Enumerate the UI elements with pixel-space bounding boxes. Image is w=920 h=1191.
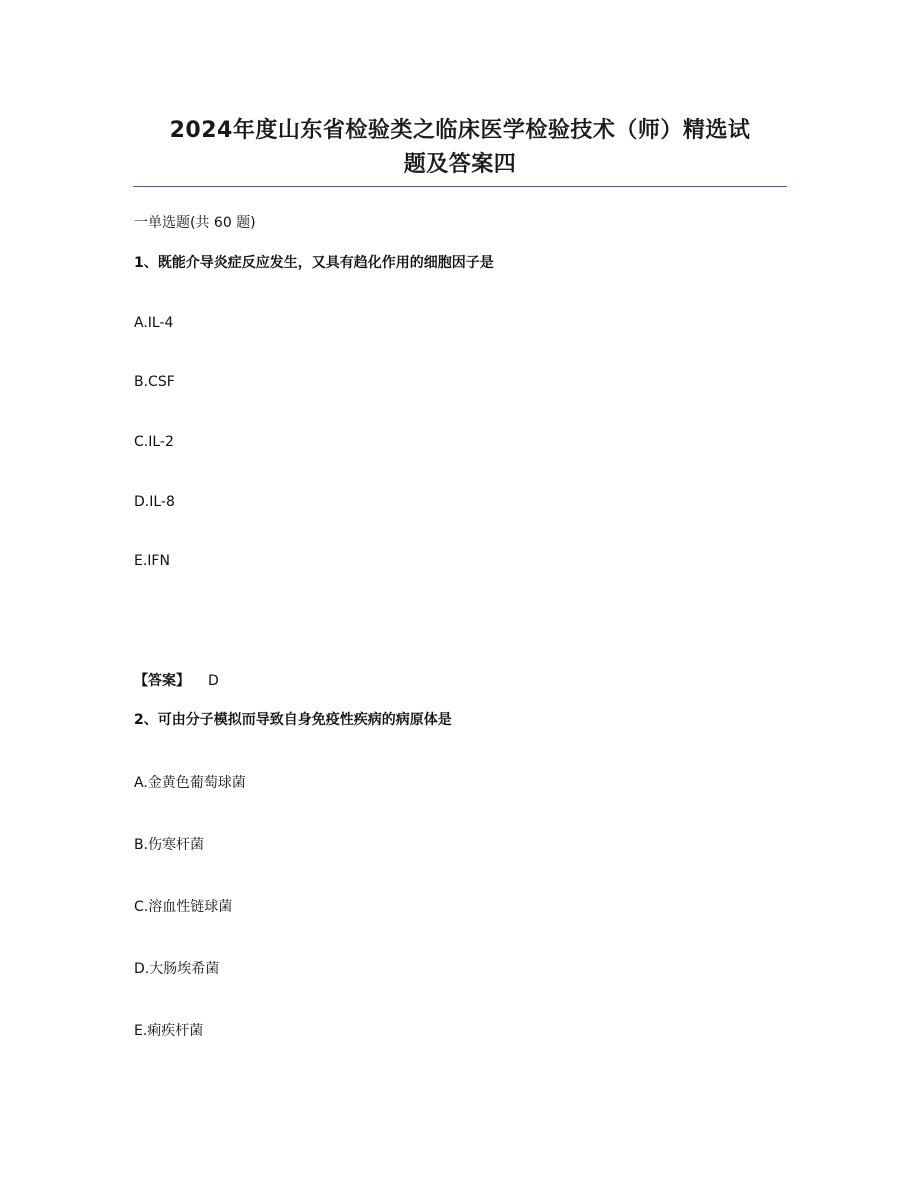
question-1-answer (134, 671, 219, 691)
question-1-option-b: B.CSF (134, 374, 175, 390)
question-2-option-d: D.大肠埃希菌 (134, 961, 220, 977)
question-1-text: 1、既能介导炎症反应发生，又具有趋化作用的细胞因子是 (134, 255, 494, 271)
answer-label: 【答案】 (134, 673, 190, 689)
title-divider (133, 186, 787, 187)
question-2-option-c: C.溶血性链球菌 (134, 899, 233, 915)
answer-value: D (208, 673, 219, 689)
question-2-option-a: A.金黄色葡萄球菌 (134, 775, 246, 791)
question-2-option-b: B.伤寒杆菌 (134, 837, 205, 853)
question-1-option-a: A.IL-4 (134, 315, 174, 331)
title-line-1: 2024年度山东省检验类之临床医学检验技术（师）精选试 (169, 118, 751, 143)
question-1-option-e: E.IFN (134, 553, 170, 569)
title-line-2: 题及答案四 (403, 152, 517, 177)
document-title (130, 114, 790, 182)
question-1-option-d: D.IL-8 (134, 494, 175, 510)
section-heading: 一单选题(共 60 题) (134, 215, 256, 231)
question-2-text: 2、可由分子模拟而导致自身免疫性疾病的病原体是 (134, 712, 452, 728)
question-1-option-c: C.IL-2 (134, 434, 174, 450)
question-2-option-e: E.痢疾杆菌 (134, 1023, 204, 1039)
